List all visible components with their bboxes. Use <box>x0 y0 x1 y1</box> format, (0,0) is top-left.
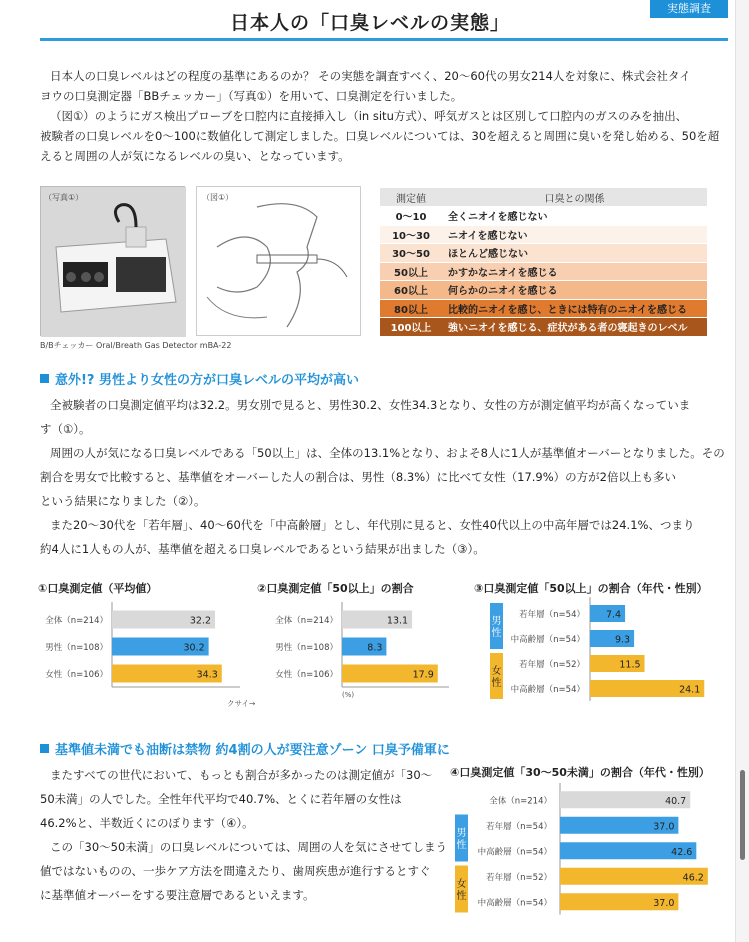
section-heading <box>40 369 359 388</box>
chart2-title: ②口臭測定値「50以上」の割合 <box>257 582 414 595</box>
level-value: 10～30 <box>380 225 442 244</box>
table-row <box>380 262 707 281</box>
category-label: 若年層（n=54） <box>486 821 552 832</box>
body-line: また20～30代を「若年層」、40～60代を「中高齢層」とし、年代別に見ると、女性40代以上の中高年層では24.1%、つまり <box>50 518 695 532</box>
data-label: 37.0 <box>653 821 675 833</box>
chart1-mean-level <box>30 598 256 710</box>
data-label: 46.2 <box>682 872 704 884</box>
chart4-title: ④口臭測定値「30～50未満」の割合（年代・性別） <box>450 766 710 779</box>
group-label: 女 <box>491 666 502 677</box>
category-label: 中高齢層（n=54） <box>510 685 585 695</box>
data-label: 32.2 <box>189 615 212 627</box>
intro-text <box>40 66 730 166</box>
body-line: に基準値オーバーをする要注意層であるといえます。 <box>40 888 315 902</box>
level-description: 全くニオイを感じない <box>442 207 707 226</box>
level-table <box>380 188 707 337</box>
chart2-over50-share <box>255 598 455 698</box>
mouth-probe-illustration <box>197 187 362 337</box>
group-label: 性 <box>456 891 467 902</box>
data-label: 11.5 <box>619 659 641 671</box>
level-description: かすかなニオイを感じる <box>442 262 707 281</box>
group-label: 性 <box>491 678 502 689</box>
level-value: 100以上 <box>380 318 442 337</box>
group-label: 性 <box>491 628 502 639</box>
column-header: 口臭との関係 <box>442 188 707 207</box>
category-label: 中高齢層（n=54） <box>477 847 552 858</box>
data-label: 24.1 <box>679 684 701 696</box>
intro-line: えると周囲の人が気になるレベルの臭い、となっています。 <box>40 149 350 163</box>
table-row <box>380 207 707 226</box>
data-label: 17.9 <box>412 669 434 681</box>
body-line: またすべての世代において、もっとも割合が多かったのは測定値が「30～ <box>50 768 433 782</box>
table-row <box>380 318 707 337</box>
group-label: 男 <box>456 828 467 839</box>
body-line: 値ではないものの、一歩ケア方法を間違えたり、歯周疾患が進行するとすぐ <box>40 864 431 878</box>
square-bullet-icon <box>40 744 49 753</box>
table-row <box>380 281 707 300</box>
body-line: この「30～50未満」の口臭レベルについては、周囲の人を気にさせてしまう <box>50 840 448 854</box>
chart4-30to50-by-age-sex <box>450 783 725 918</box>
level-description: ニオイを感じない <box>442 225 707 244</box>
category-label: 全体（n=214） <box>45 616 108 626</box>
unit-label: (%) <box>342 691 355 699</box>
category-label: 若年層（n=52） <box>519 660 585 670</box>
data-label: 7.4 <box>605 609 622 621</box>
data-label: 42.6 <box>671 846 693 858</box>
body-line: 50未満」の人でした。全性年代平均で40.7%、とくに若年層の女性は <box>40 792 402 806</box>
category-label: 男性（n=108） <box>45 643 108 653</box>
level-description: 何らかのニオイを感じる <box>442 281 707 300</box>
photo-label: （写真①） <box>44 193 84 202</box>
level-description: 強いニオイを感じる、症状がある者の寝起きのレベル <box>442 318 707 337</box>
intro-line: 日本人の口臭レベルはどの程度の基準にあるのか？ その実態を調査すべく、20～60代の男女214人を対象に、株式会社タイ <box>50 69 691 83</box>
data-label: 34.3 <box>196 669 218 681</box>
data-label: 40.7 <box>665 795 687 807</box>
scrollbar-thumb[interactable] <box>740 770 745 860</box>
category-label: 全体（n=214） <box>275 616 338 626</box>
photo-bb-checker <box>40 186 185 336</box>
chart3-over50-by-age-sex <box>484 597 724 697</box>
level-value: 60以上 <box>380 281 442 300</box>
data-label: 8.3 <box>367 642 383 654</box>
category-label: 全体（n=214） <box>489 796 552 807</box>
category-label: 若年層（n=52） <box>486 872 552 883</box>
data-label: 37.0 <box>653 897 675 909</box>
title-divider <box>40 38 728 41</box>
data-label: 9.3 <box>614 634 631 646</box>
category-label: 女性（n=106） <box>275 670 338 680</box>
diagram-label: （図①） <box>202 193 234 202</box>
category-label: 中高齢層（n=54） <box>510 635 585 645</box>
table-row <box>380 244 707 263</box>
chart3-title: ③口臭測定値「50以上」の割合（年代・性別） <box>474 582 708 595</box>
group-label: 女 <box>456 879 467 890</box>
group-label: 性 <box>456 840 467 851</box>
level-description: ほとんど感じない <box>442 244 707 263</box>
body-line: 46.2%と、半数近くにのぼります（④）。 <box>40 816 254 830</box>
axis-note: クサイ→ <box>227 699 256 708</box>
category-label: 中高齢層（n=54） <box>477 898 552 909</box>
column-header: 測定値 <box>380 188 442 207</box>
group-label: 男 <box>491 616 502 627</box>
table-row <box>380 299 707 318</box>
body-line: 周囲の人が気になる口臭レベルである「50以上」は、全体の13.1%となり、およそ8人に1人が基準値オーバーとなりました。その <box>50 446 725 460</box>
body-line: 全被験者の口臭測定値平均は32.2。男女別で見ると、男性30.2、女性34.3となり、女性の方が測定値平均が高くなっていま <box>50 398 691 412</box>
category-label: 男性（n=108） <box>275 643 338 653</box>
section1-text <box>40 393 730 561</box>
level-value: 30～50 <box>380 244 442 263</box>
body-line: す（①）。 <box>40 422 91 436</box>
square-bullet-icon <box>40 374 49 383</box>
section-heading <box>40 739 450 758</box>
category-label: 女性（n=106） <box>45 670 108 680</box>
chart1-title: ①口臭測定値（平均値） <box>38 582 158 595</box>
level-value: 0～10 <box>380 207 442 226</box>
body-line: 割合を男女で比較すると、基準値をオーバーした人の割合は、男性（8.3%）に比べて女性（17.9%）の方が2倍以上も多い <box>40 470 676 484</box>
level-value: 50以上 <box>380 262 442 281</box>
category-label: 若年層（n=54） <box>519 610 585 620</box>
intro-line: ヨウの口臭測定器「BBチェッカー」（写真①）を用いて、口臭測定を行いました。 <box>40 89 463 103</box>
photo-caption: B/Bチェッカー Oral/Breath Gas Detector mBA-22 <box>40 341 232 350</box>
section-heading-text: 意外!? 男性より女性の方が口臭レベルの平均が高い <box>55 373 359 388</box>
data-label: 13.1 <box>386 615 409 627</box>
table-header-row <box>380 188 707 207</box>
section2-text <box>40 763 460 907</box>
level-description: 比較的ニオイを感じ、ときには特有のニオイを感じる <box>442 299 707 318</box>
survey-tag: 実態調査 <box>650 0 728 18</box>
probe-diagram <box>196 186 361 336</box>
page-title: 日本人の「口臭レベルの実態」 <box>229 12 510 34</box>
intro-line: 被験者の口臭レベルを0～100に数値化して測定しました。口臭レベルについては、30を超えると周囲に臭いを発し始める、50を超 <box>40 129 720 143</box>
section-heading-text: 基準値未満でも油断は禁物 約4割の人が要注意ゾーン 口臭予備軍に <box>55 743 450 758</box>
intro-line: （図①）のようにガス検出プローブを口腔内に直接挿入し（in situ方式）、呼気ガスとは区別して口腔内のガスのみを抽出、 <box>50 109 688 123</box>
level-value: 80以上 <box>380 299 442 318</box>
data-label: 30.2 <box>183 642 205 654</box>
device-illustration <box>41 187 186 337</box>
table-row <box>380 225 707 244</box>
body-line: 約4人に1人もの人が、基準値を超える口臭レベルであるという結果が出ました（③）。 <box>40 542 485 556</box>
body-line: という結果になりました（②）。 <box>40 494 206 508</box>
